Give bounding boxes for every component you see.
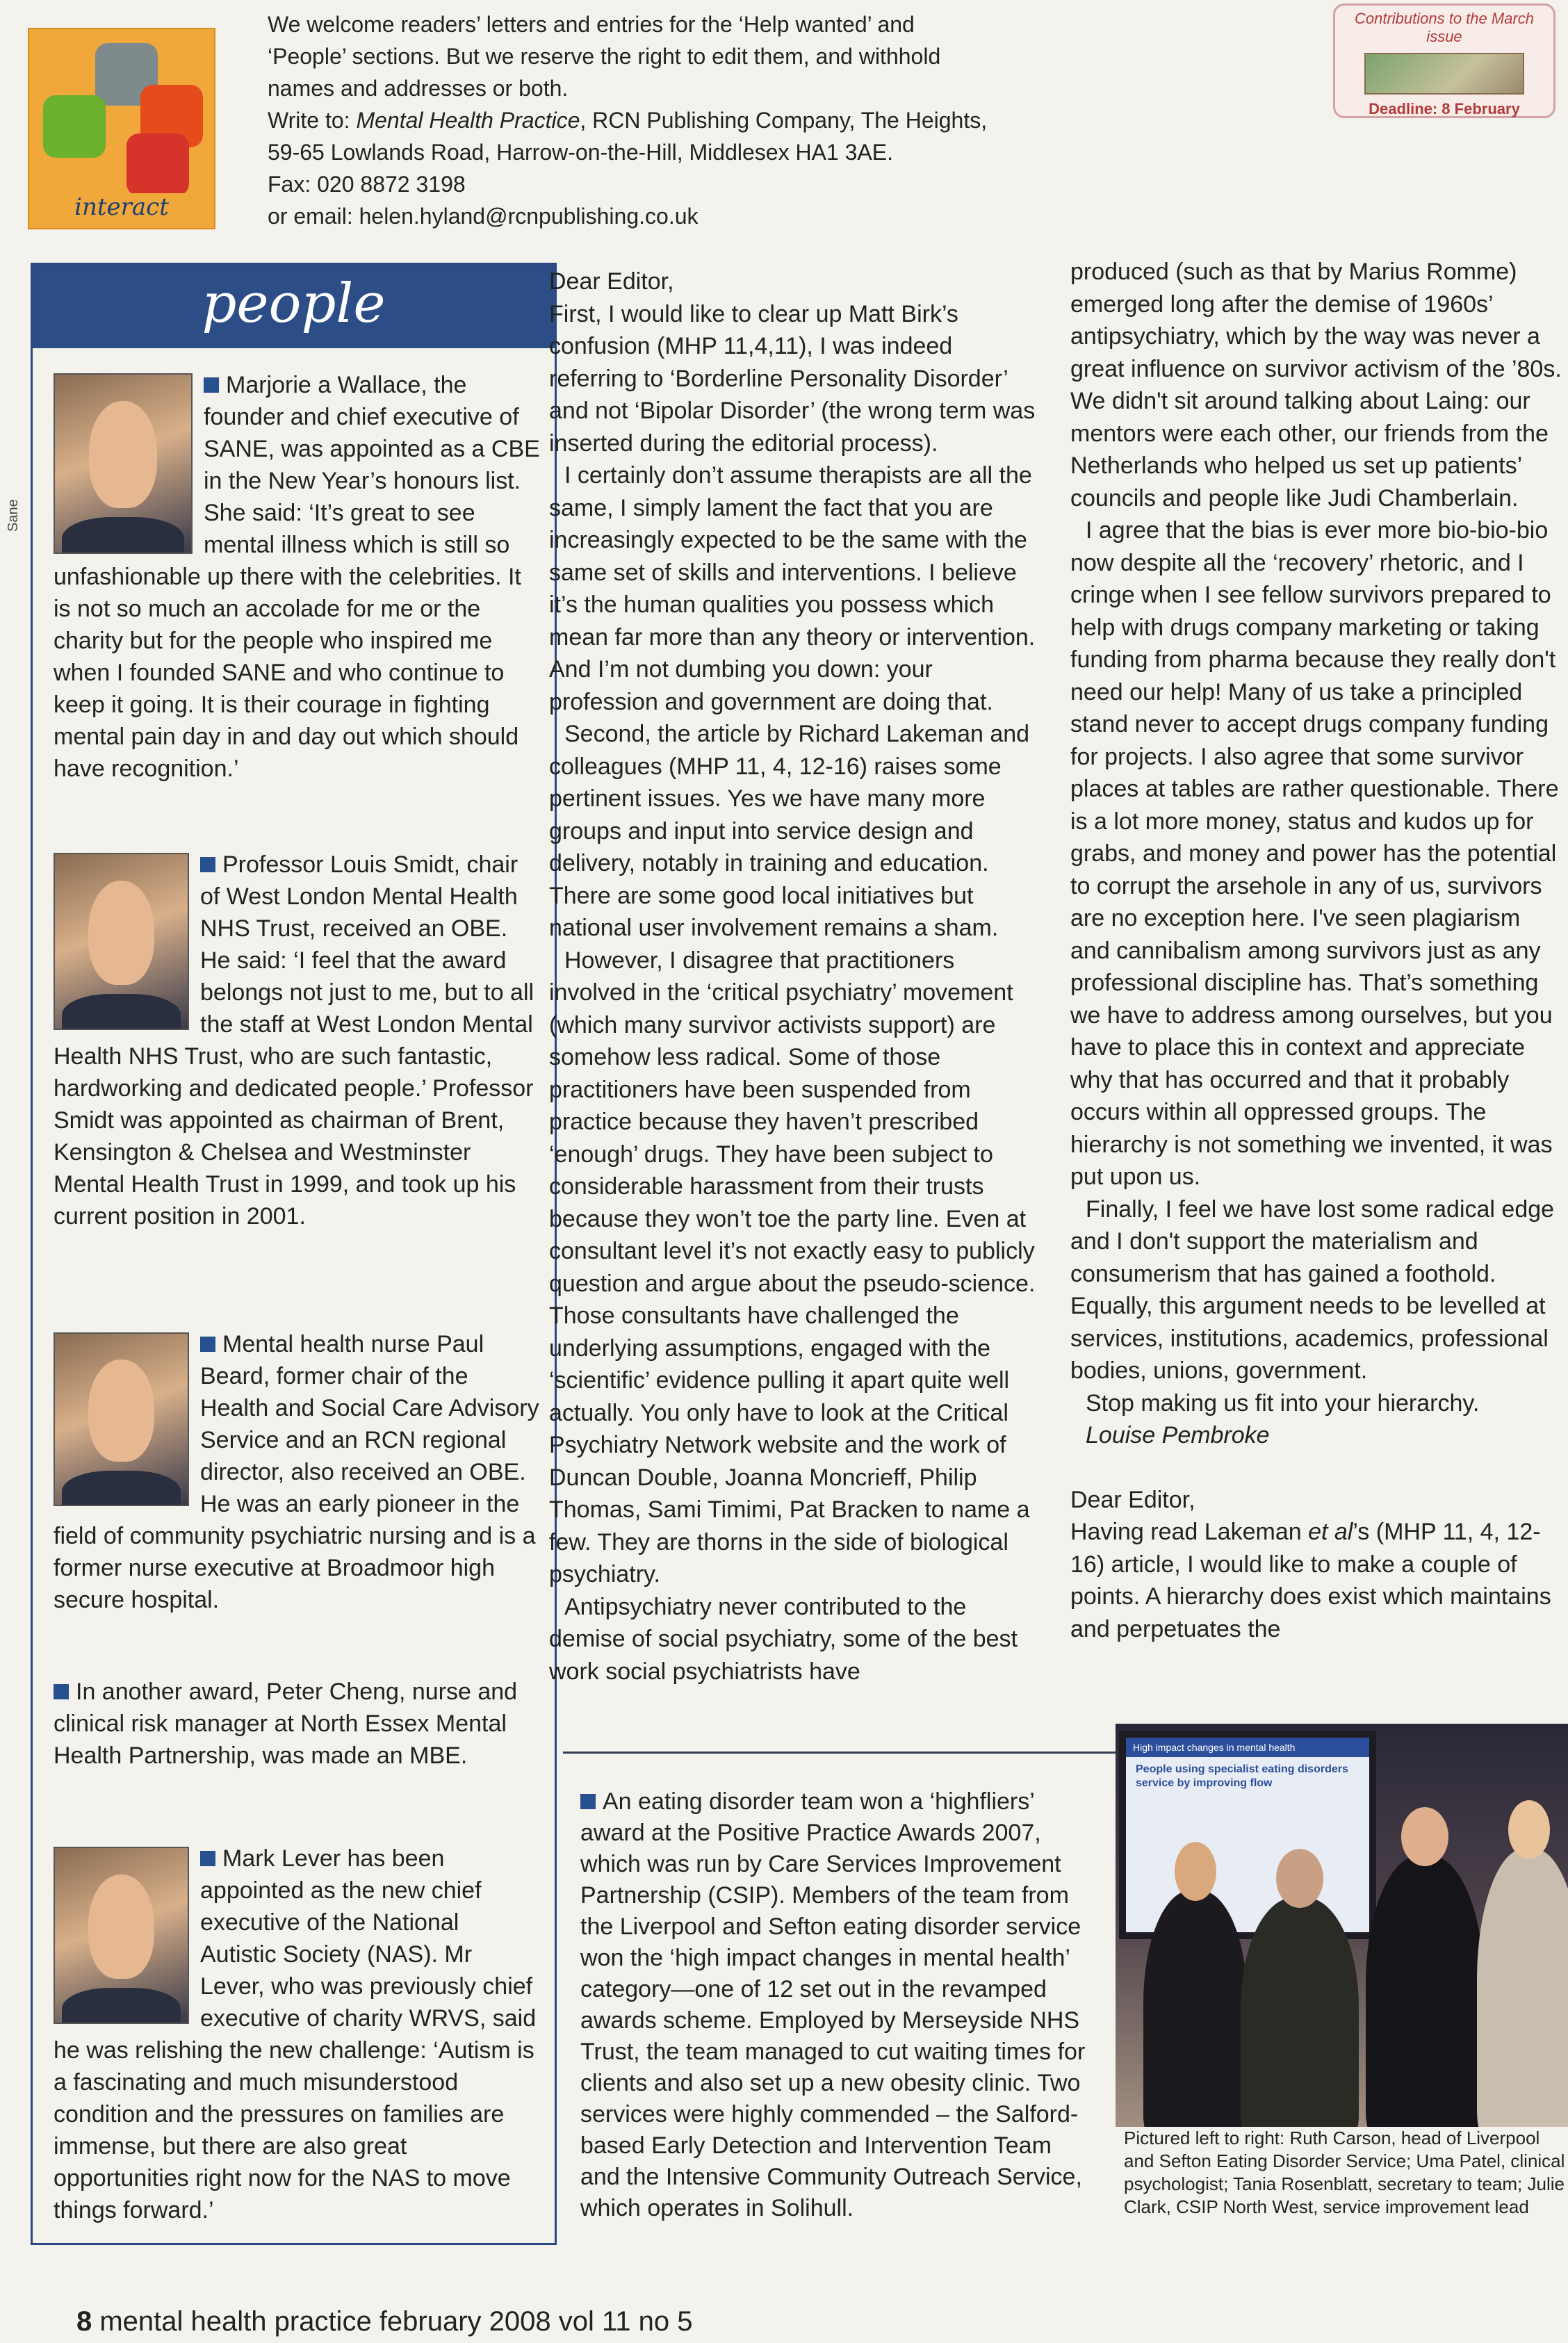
screen-heading: High impact changes in mental health [1126, 1738, 1369, 1757]
email-line[interactable]: or email: helen.hyland@rcnpublishing.co.uk [268, 204, 699, 229]
write-to-line: Write to: Mental Health Practice, RCN Publishing Company, The Heights, [268, 108, 988, 133]
photo-caption: Pictured left to right: Ruth Carson, head of Liverpool and Sefton Eating Disorder Service; Uma Patel, clinical psychologist; Tania Rosenblatt, secretary to team; Julie Clark, CSIP North West, service improvement lead [1124, 2128, 1565, 2217]
letter-paragraph: First, I would like to clear up Matt Birk’s confusion (MHP 11,4,11), I was indeed referring to ‘Borderline Personality Disorder’ and not ‘Bipolar Disorder’ (the wrong term was inserted during the editorial process). [549, 300, 1036, 457]
letter-paragraph: Antipsychiatry never contributed to the demise of social psychiatry, some of the best work social psychiatrists have [549, 1593, 1018, 1685]
letter-paragraph: Second, the article by Richard Lakeman and colleagues (MHP 11, 4, 12-16) raises some pertinent issues. Yes we have many more groups and input into service design and delivery, notably in training and education. There are some good local initiatives but national user involvement remains a sham. [549, 721, 1030, 941]
letter-paragraph: Stop making us fit into your hierarchy. [1086, 1389, 1480, 1417]
letter-salutation: Dear Editor, [549, 268, 674, 295]
submission-info [268, 8, 1275, 232]
bullet-square-icon [204, 377, 219, 393]
letter-paragraph: I certainly don’t assume therapists are all the same, I simply lament the fact that you are increasingly expected to be the same with the same set of skills and interventions. I believe it’s the human qualities you possess which mean far more than any theory or intervention. And I’m not dumbing you down: your profession and government are doing that. [549, 462, 1036, 715]
portrait-photo [54, 853, 189, 1030]
hand-icon [126, 133, 189, 196]
people-item: In another award, Peter Cheng, nurse and clinical risk manager at North Essex Mental Health Partnership, was made an MBE. [54, 1679, 518, 1769]
portrait-photo [54, 1847, 189, 2024]
bullet-square-icon [580, 1794, 596, 1809]
people-section [31, 263, 557, 2245]
portrait-photo [54, 1332, 189, 1506]
hand-icon [43, 95, 106, 158]
stamp-deadline: Deadline: 8 February [1369, 100, 1520, 117]
fax-line: Fax: 020 8872 3198 [268, 172, 466, 197]
bullet-square-icon [200, 1851, 215, 1866]
deadline-stamp [1333, 3, 1555, 118]
publication-name: Mental Health Practice [356, 108, 580, 133]
bullet-square-icon [200, 857, 215, 872]
award-photo [1116, 1724, 1568, 2127]
bullet-square-icon [54, 1684, 69, 1699]
letter-paragraph: Finally, I feel we have lost some radical edge and I don't support the materialism and consumerism that has gained a foothold. Equally, this argument needs to be levelled at services, institutions, academics, professional bodies, unions, government. [1070, 1195, 1555, 1384]
screen-text: People using specialist eating disorders service by improving flow [1136, 1763, 1348, 1789]
person-figure [1477, 1849, 1568, 2127]
person-figure [1143, 1891, 1248, 2127]
letter-signature: Louise Pembroke [1086, 1422, 1270, 1448]
footer-text: mental health practice february 2008 vol 11 no 5 [92, 2306, 693, 2337]
people-item: Mental health nurse Paul Beard, former chair of the Health and Social Care Advisory Service and an RCN regional director, also received an OBE. He was an early pioneer in the field of community psychiatric nursing and is a former nurse executive at Broadmoor high secure hospital. [54, 1331, 539, 1613]
stamp-text: Contributions to the March issue [1354, 10, 1535, 45]
letter-column-middle [549, 266, 1046, 1688]
logo-word: interact [29, 193, 214, 221]
presentation-screen [1119, 1731, 1376, 1939]
people-item: Marjorie a Wallace, the founder and chief executive of SANE, was appointed as a CBE in the New Year’s honours list. She said: ‘It’s great to see mental illness which is still so unfashionable up there with the celebrities. It is not so much an accolade for me or the charity but for the people who inspired me when I founded SANE and who continue to keep it going. It is their courage in fighting mental pain day in and day out which should have recognition.’ [54, 372, 540, 782]
welcome-line: ‘People’ sections. But we reserve the right to edit them, and withhold [268, 44, 941, 69]
page-footer [76, 2306, 693, 2337]
portrait-photo [54, 373, 193, 554]
person-figure [1366, 1856, 1484, 2127]
letter-paragraph: However, I disagree that practitioners involved in the ‘critical psychiatry’ movement (which many survivor activists support) are somehow less radical. Some of those practitioners have been suspended from practice because they haven’t prescribed ‘enough’ drugs. They have been subject to considerable harassment from their trusts because they won’t toe the party line. Even at consultant level it’s not exactly easy to publicly question and argue about the pseudo-science. Those consultants have challenged the underlying assumptions, engaged with the ‘scientific’ evidence pulling it apart quite well actually. You only have to look at the Critical Psychiatry Network website and the work of Duncan Double, Joanna Moncrieff, Philip Thomas, Sami Timimi, Pat Bracken to name a few. They are thorns in the side of biological psychiatry. [549, 947, 1036, 1587]
interact-logo [28, 28, 215, 229]
people-item: Mark Lever has been appointed as the new chief executive of the National Autistic Society (NAS). Mr Lever, who was previously chief executive of charity WRVS, said he was relishing the new challenge: ‘Autism is a fascinating and much misunderstood condition and the pressures on families are immense, but there are also great opportunities right now for the NAS to move things forward.’ [54, 1845, 537, 2223]
letter-paragraph: Having read Lakeman et al’s (MHP 11, 4, 12-16) article, I would like to make a couple of points. A hierarchy does exist which maintains and perpetuates the [1070, 1519, 1551, 1642]
people-item: Professor Louis Smidt, chair of West London Mental Health NHS Trust, received an OBE. He said: ‘I feel that the award belongs not just to me, but to all the staff at West London Mental Health NHS Trust, who are such fantastic, hardworking and dedicated people.’ Professor Smidt was appointed as chairman of Brent, Kensington & Chelsea and Westminster Mental Health Trust in 1999, and took up his current position in 2001. [54, 851, 534, 1230]
side-label: Sane [6, 499, 21, 532]
address-line: 59-65 Lowlands Road, Harrow-on-the-Hill, Middlesex HA1 3AE. [268, 140, 893, 165]
letter-salutation: Dear Editor, [1070, 1486, 1195, 1513]
person-figure [1241, 1897, 1359, 2127]
letter-paragraph: I agree that the bias is ever more bio-bio-bio now despite all the ‘recovery’ rhetoric, and I cringe when I see fellow survivors prepared to help with drugs company marketing or taking funding from pharma because they really don't need our help! Many of us take a principled stand never to accept drugs company funding for projects. I also agree that some survivor places at tables are rather questionable. There is a lot more money, status and kudos up for grabs, and money and power has the potential to corrupt the arsehole in any of us, survivors are no exception here. I've seen plagiarism and cannibalism among survivors just as any professional discipline has. That’s something we have to address among ourselves, but you have to place this in context and appreciate why that has occurred and that it probably occurs within all oppressed groups. The hierarchy is not something we invented, it was put upon us. [1070, 517, 1559, 1190]
letter-paragraph: produced (such as that by Marius Romme) emerged long after the demise of 1960s’ antipsychiatry, which by the way was never a great influence on survivor activism of the ’80s. We didn't sit around talking about Laing: our mentors were each other, our friends from the Netherlands who helped us set up patients’ councils and people like Judi Chamberlain. [1070, 259, 1562, 512]
welcome-line: We welcome readers’ letters and entries for the ‘Help wanted’ and [268, 12, 915, 37]
page-number: 8 [76, 2306, 92, 2337]
stamp-image [1364, 53, 1524, 95]
bullet-square-icon [200, 1337, 215, 1352]
people-title: people [33, 265, 555, 348]
welcome-line: names and addresses or both. [268, 76, 569, 101]
award-news-item: An eating disorder team won a ‘highfliers’ award at the Positive Practice Awards 2007, which was run by Care Services Improvement Partnership (CSIP). Members of the team from the Liverpool and Sefton eating disorder service won the ‘high impact changes in mental health’ category—one of 12 set out in the revamped awards scheme. Employed by Merseyside NHS Trust, the team managed to cut waiting times for clients and also set up a new obesity clinic. Two services were highly commended – the Salford-based Early Detection and Intervention Team and the Intensive Community Outreach Service, which operates in Solihull. [580, 1788, 1086, 2221]
letter-column-right [1070, 256, 1565, 1645]
